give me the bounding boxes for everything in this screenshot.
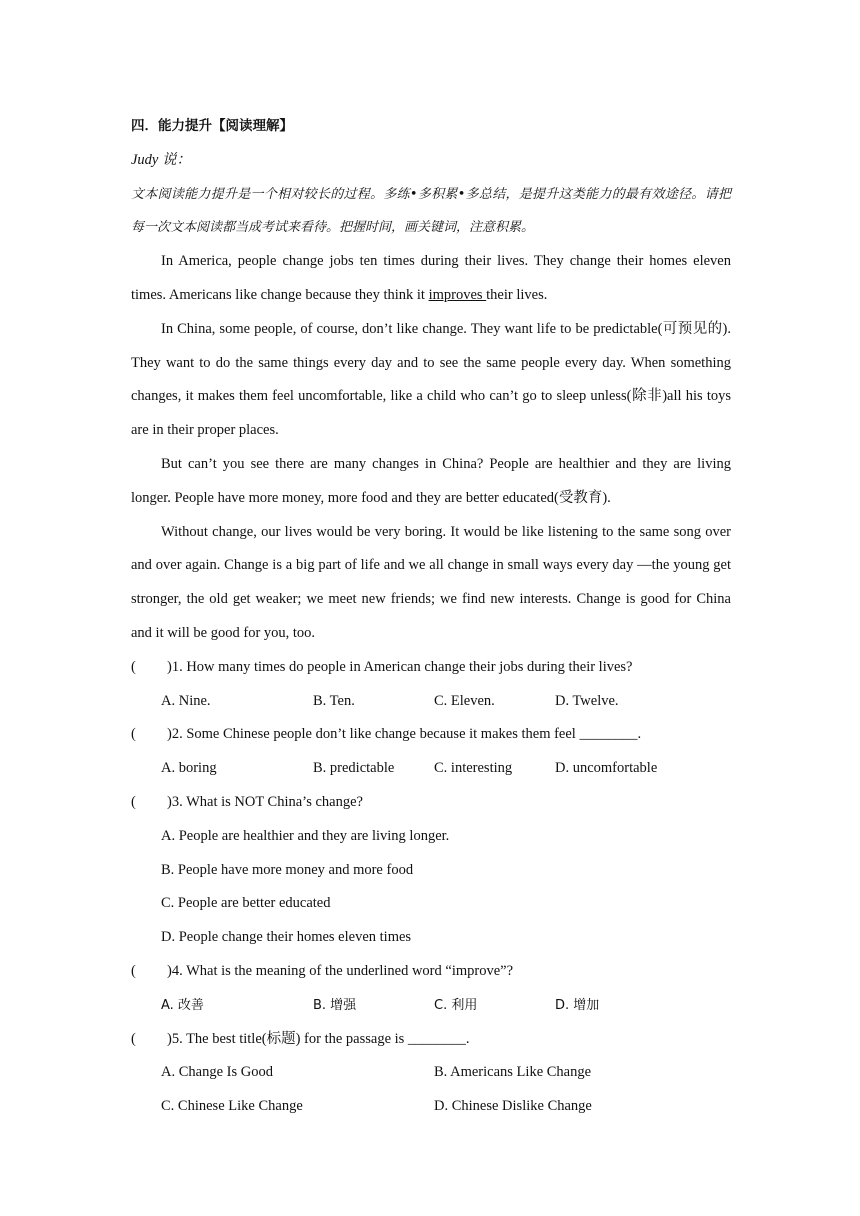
passage-paragraph-3: But can’t you see there are many changes in China? People are healthier and they are living longer. People have more money, more food and they are better educated(受教育).	[131, 455, 731, 506]
option-b[interactable]: B. predictable	[313, 760, 395, 777]
option-c[interactable]: C. People are better educated	[161, 895, 331, 912]
option-c[interactable]: C. Chinese Like Change	[161, 1098, 303, 1115]
question-5	[131, 1023, 731, 1057]
option-a[interactable]: A. 改善	[161, 997, 204, 1013]
option-d[interactable]: D. Chinese Dislike Change	[434, 1098, 592, 1115]
passage-paragraph-4: Without change, our lives would be very boring. It would be like listening to the same song over and over again. Change is a big part of life and we all change in small ways every day —the young get stronger, the old get weaker; we meet new friends; we find new interests. Change is good for China and it will be good for you, too.	[131, 523, 731, 641]
option-a[interactable]: A. boring	[161, 760, 217, 777]
option-b[interactable]: B. 增强	[313, 997, 357, 1013]
option-c[interactable]: C. 利用	[434, 997, 478, 1013]
option-d[interactable]: D. 增加	[555, 997, 600, 1013]
question-2	[131, 718, 731, 752]
question-1-options	[131, 685, 731, 719]
question-1	[131, 651, 731, 685]
question-3	[131, 786, 731, 820]
question-2-options	[131, 752, 731, 786]
answer-blank[interactable]: (	[131, 962, 136, 979]
option-a[interactable]: A. Change Is Good	[161, 1064, 273, 1081]
question-5-options-row-1	[131, 1056, 731, 1090]
answer-blank[interactable]: (	[131, 1030, 136, 1047]
passage-paragraph-2: In China, some people, of course, don’t like change. They want life to be predictable(可预见的). They want to do the same things every day and to see the same people every day. When something changes, it makes them feel uncomfortable, like a child who can’t go to sleep unless(除非)all his toys are in their proper places.	[131, 320, 731, 439]
answer-blank[interactable]: (	[131, 658, 136, 675]
question-text: )1. How many times do people in American change their jobs during their lives?	[167, 658, 633, 675]
option-b[interactable]: B. People have more money and more food	[161, 861, 414, 878]
study-tip-note: 文本阅读能力提升是一个相对较长的过程。多练•多积累•多总结，是提升这类能力的最有效途径。请把每一次文本阅读都当成考试来看待。把握时间，画关键词，注意积累。	[131, 186, 731, 236]
reading-section	[131, 110, 731, 1124]
option-a[interactable]: A. People are healthier and they are living longer.	[161, 827, 450, 844]
option-d[interactable]: D. Twelve.	[555, 692, 619, 709]
answer-blank[interactable]: (	[131, 726, 136, 743]
option-d[interactable]: D. uncomfortable	[555, 760, 658, 777]
question-text: )5. The best title(标题) for the passage is ________.	[167, 1030, 470, 1047]
option-a[interactable]: A. Nine.	[161, 692, 211, 709]
question-4	[131, 955, 731, 989]
question-text: )3. What is NOT China’s change?	[167, 793, 363, 810]
option-c[interactable]: C. interesting	[434, 760, 513, 777]
question-5-options-row-2	[131, 1090, 731, 1124]
question-4-options	[131, 989, 731, 1023]
passage-paragraph-1	[131, 245, 731, 313]
option-b[interactable]: B. Ten.	[313, 692, 355, 709]
author-label: Judy 说：	[131, 151, 191, 168]
section-heading: 四．能力提升【阅读理解】	[131, 118, 293, 134]
question-text: )2. Some Chinese people don’t like change because it makes them feel ________.	[167, 726, 642, 743]
underlined-word-improves: improves	[428, 286, 487, 303]
passage-text: In America, people change jobs ten times during their lives. They change their homes eleven times. Americans like change because they think it	[131, 253, 731, 303]
answer-blank[interactable]: (	[131, 793, 136, 810]
option-c[interactable]: C. Eleven.	[434, 692, 495, 709]
passage-text: their lives.	[486, 286, 548, 303]
option-d[interactable]: D. People change their homes eleven times	[161, 929, 412, 946]
option-b[interactable]: B. Americans Like Change	[434, 1064, 592, 1081]
question-text: )4. What is the meaning of the underlined word “improve”?	[167, 962, 514, 979]
